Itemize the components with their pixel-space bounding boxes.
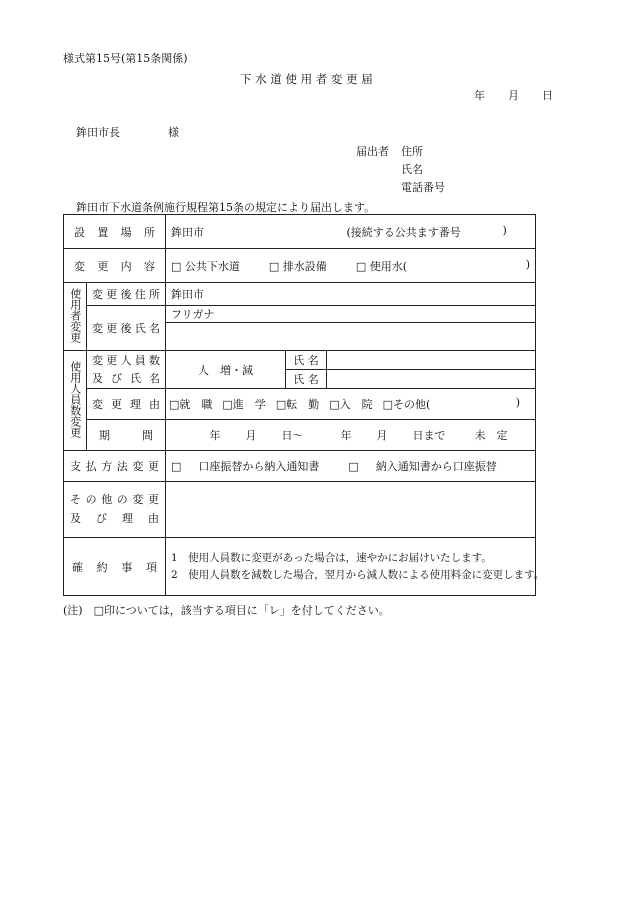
change-form-table <box>63 214 545 596</box>
footer-note: (注) □印については，該当する項目に「レ」を付してください。 <box>63 604 390 617</box>
increase-decrease-field[interactable] <box>166 351 286 389</box>
reason-hospital[interactable]: □入 院 <box>329 398 373 411</box>
checkbox-payment-to-debit[interactable]: □ <box>348 460 359 473</box>
payment-label: 支払方法変更 <box>64 451 166 482</box>
location-label: 設置場所 <box>64 215 166 249</box>
user-change-group-text: 使用者変更 <box>68 287 82 343</box>
member-name-field-2[interactable] <box>327 370 536 389</box>
confirmation-row <box>64 538 536 596</box>
reason-other-close: ) <box>515 396 521 409</box>
date-day-label: 日 <box>542 89 553 102</box>
new-address-value: 鉾田市 <box>171 288 204 301</box>
declaration-text: 鉾田市下水道条例施行規程第15条の規定により届出します。 <box>76 201 376 214</box>
addressee: 鉾田市長 <box>76 126 120 139</box>
confirmation-label: 確約事項 <box>64 538 166 596</box>
checkbox-water-use[interactable]: □ <box>355 259 367 273</box>
new-name-field[interactable] <box>166 323 536 351</box>
reason-transfer[interactable]: □転 勤 <box>275 398 320 411</box>
period-from-year: 年 <box>209 429 221 442</box>
reason-school[interactable]: □進 学 <box>222 398 266 411</box>
payment-row <box>64 451 536 482</box>
location-field[interactable] <box>166 215 536 249</box>
payment-option-to-notice: 口座振替から納入通知書 <box>198 460 320 473</box>
confirmation-item-2: 2 使用人員数を減数した場合，翌月から減人数による使用料金に変更します。 <box>171 568 545 581</box>
other-changes-label-line-2: 及び理由 <box>70 511 159 525</box>
reason-other[interactable]: □その他( <box>382 398 431 411</box>
period-from-day: 日〜 <box>281 429 304 442</box>
other-changes-label <box>64 482 166 538</box>
furigana-row <box>64 306 536 323</box>
member-change-group-label <box>64 351 87 451</box>
other-changes-row <box>64 482 536 538</box>
payment-option-to-debit: 納入通知書から口座振替 <box>375 460 497 473</box>
option-public-sewer: 公共下水道 <box>184 259 240 273</box>
period-to-year: 年 <box>340 429 352 442</box>
reason-label: 変更理由 <box>87 389 166 420</box>
reason-employment[interactable]: □就 職 <box>169 398 213 411</box>
member-count-label-line-1: 変更人員数 <box>92 353 160 367</box>
checkbox-public-sewer[interactable]: □ <box>171 259 182 273</box>
applicant-label: 届出者 <box>356 145 389 158</box>
user-change-group-label <box>64 283 87 351</box>
change-label: 変更内容 <box>64 249 166 283</box>
change-type-row <box>64 249 536 283</box>
furigana-field[interactable] <box>166 306 536 323</box>
member-name-field-1[interactable] <box>327 351 536 370</box>
reason-row <box>64 389 536 420</box>
option-water-use: 使用水( <box>369 259 408 273</box>
member-count-label-line-2: 及び氏名 <box>92 371 160 385</box>
date-month-label: 月 <box>508 89 519 102</box>
period-row <box>64 420 536 451</box>
change-options <box>166 249 536 283</box>
new-address-row <box>64 283 536 306</box>
new-address-field[interactable] <box>166 283 536 306</box>
member-count-label <box>87 351 166 389</box>
period-label: 期間 <box>87 420 166 451</box>
period-from-month: 月 <box>245 429 257 442</box>
checkbox-drainage[interactable]: □ <box>268 259 280 273</box>
applicant-address-label: 住所 <box>401 145 423 158</box>
payment-options <box>166 451 536 482</box>
location-row <box>64 215 536 249</box>
connection-label: (接続する公共ます番号 <box>346 225 461 239</box>
undecided-option[interactable]: 未 定 <box>474 429 508 442</box>
period-to-month: 月 <box>376 429 388 442</box>
water-use-close: ) <box>525 257 531 271</box>
connection-close: ) <box>502 223 507 237</box>
other-changes-label-line-1: その他の変更 <box>70 492 159 506</box>
confirmation-item-1: 1 使用人員数に変更があった場合は，速やかにお届けいたします。 <box>171 552 492 565</box>
member-change-group-text: 使用人員数変更 <box>68 360 82 438</box>
confirmation-text <box>166 538 545 596</box>
applicant-phone-label: 電話番号 <box>401 181 445 194</box>
checkbox-payment-to-notice[interactable]: □ <box>171 460 182 473</box>
increase-decrease-label: 人 増・減 <box>198 363 253 377</box>
date-year-label: 年 <box>474 89 485 102</box>
option-drainage: 排水設備 <box>282 259 327 273</box>
period-to-day: 日まで <box>412 429 446 442</box>
member-name-label-2: 氏 名 <box>286 370 327 389</box>
location-value: 鉾田市 <box>171 225 204 239</box>
member-count-row-1 <box>64 351 536 370</box>
applicant-name-label: 氏名 <box>401 163 423 176</box>
period-field[interactable] <box>166 420 536 451</box>
new-name-label: 変更後氏名 <box>87 306 166 351</box>
reason-options <box>166 389 536 420</box>
furigana-label: フリガナ <box>171 308 215 321</box>
new-address-label: 変更後住所 <box>87 283 166 306</box>
form-number: 様式第15号(第15条関係) <box>63 52 188 65</box>
member-name-label-1: 氏 名 <box>286 351 327 370</box>
page-title: 下 水 道 使 用 者 変 更 届 <box>240 72 373 86</box>
honorific: 様 <box>168 126 179 139</box>
other-changes-field[interactable] <box>166 482 536 538</box>
